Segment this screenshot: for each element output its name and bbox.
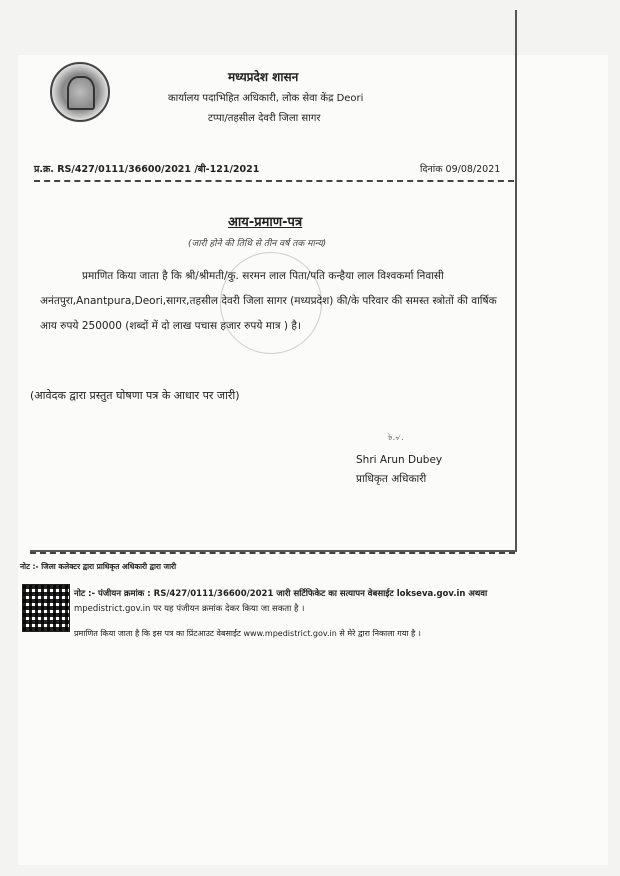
footer-top-note: नोट :- जिला कलेक्टर द्वारा प्राधिकृत अधिकारी द्वारा जारी (20, 562, 177, 571)
certificate-title: आय-प्रमाण-पत्र (228, 215, 303, 230)
signatory-name: Shri Arun Dubey (356, 454, 443, 466)
footer-divider (30, 552, 515, 554)
printout-note: प्रमाणित किया जाता है कि इस पत्र का प्रिंटआउट वेबसाईट www.mpedistrict.gov.in से मेरे द्वारा निकाला गया है । (74, 629, 421, 638)
declaration-note: (आवेदक द्वारा प्रस्तुत घोषणा पत्र के आधार पर जारी) (30, 389, 240, 402)
header-government: मध्यप्रदेश शासन (228, 70, 299, 84)
reference-number: प्र.क्र. RS/427/0111/36600/2021 /बी-121/2021 (34, 164, 260, 175)
validity-note: (जारी होने की तिथि से तीन वर्ष तक मान्य) (188, 239, 327, 249)
header-office: कार्यालय पदाभिहित अधिकारी, लोक सेवा केंद्र Deori (168, 93, 364, 104)
verification-note-line2: mpedistrict.gov.in पर यह पंजीयन क्रमांक देकर किया जा सकता है । (74, 604, 305, 614)
government-emblem-icon (50, 62, 110, 122)
divider (34, 180, 514, 182)
signatory-designation: प्राधिकृत अधिकारी (356, 473, 427, 485)
signature-mark: ৳.৵. (388, 433, 404, 443)
verification-note-line1: नोट :- पंजीयन क्रमांक : RS/427/0111/36600/2021 जारी सर्टिफिकेट का सत्यापन वेबसाईट lokseva.gov.in अथवा (74, 589, 488, 599)
header-location: टप्पा/तहसील देवरी जिला सागर (208, 113, 321, 124)
certificate-body: प्रमाणित किया जाता है कि श्री/श्रीमती/कु. सरमन लाल पिता/पति कन्हैया लाल विश्वकर्मा निवासी अनंतपुरा,Anantpura,Deori,सागर,तहसील देवरी जिला सागर (मध्यप्रदेश) की/के परिवार की समस्त स्त्रोतों की वार्षिक आय रुपये 250000 (शब्दों में दो लाख पचास हजार रुपये मात्र ) है। (40, 270, 497, 332)
qr-code-icon (22, 584, 70, 632)
issue-date: दिनांक 09/08/2021 (420, 164, 501, 175)
